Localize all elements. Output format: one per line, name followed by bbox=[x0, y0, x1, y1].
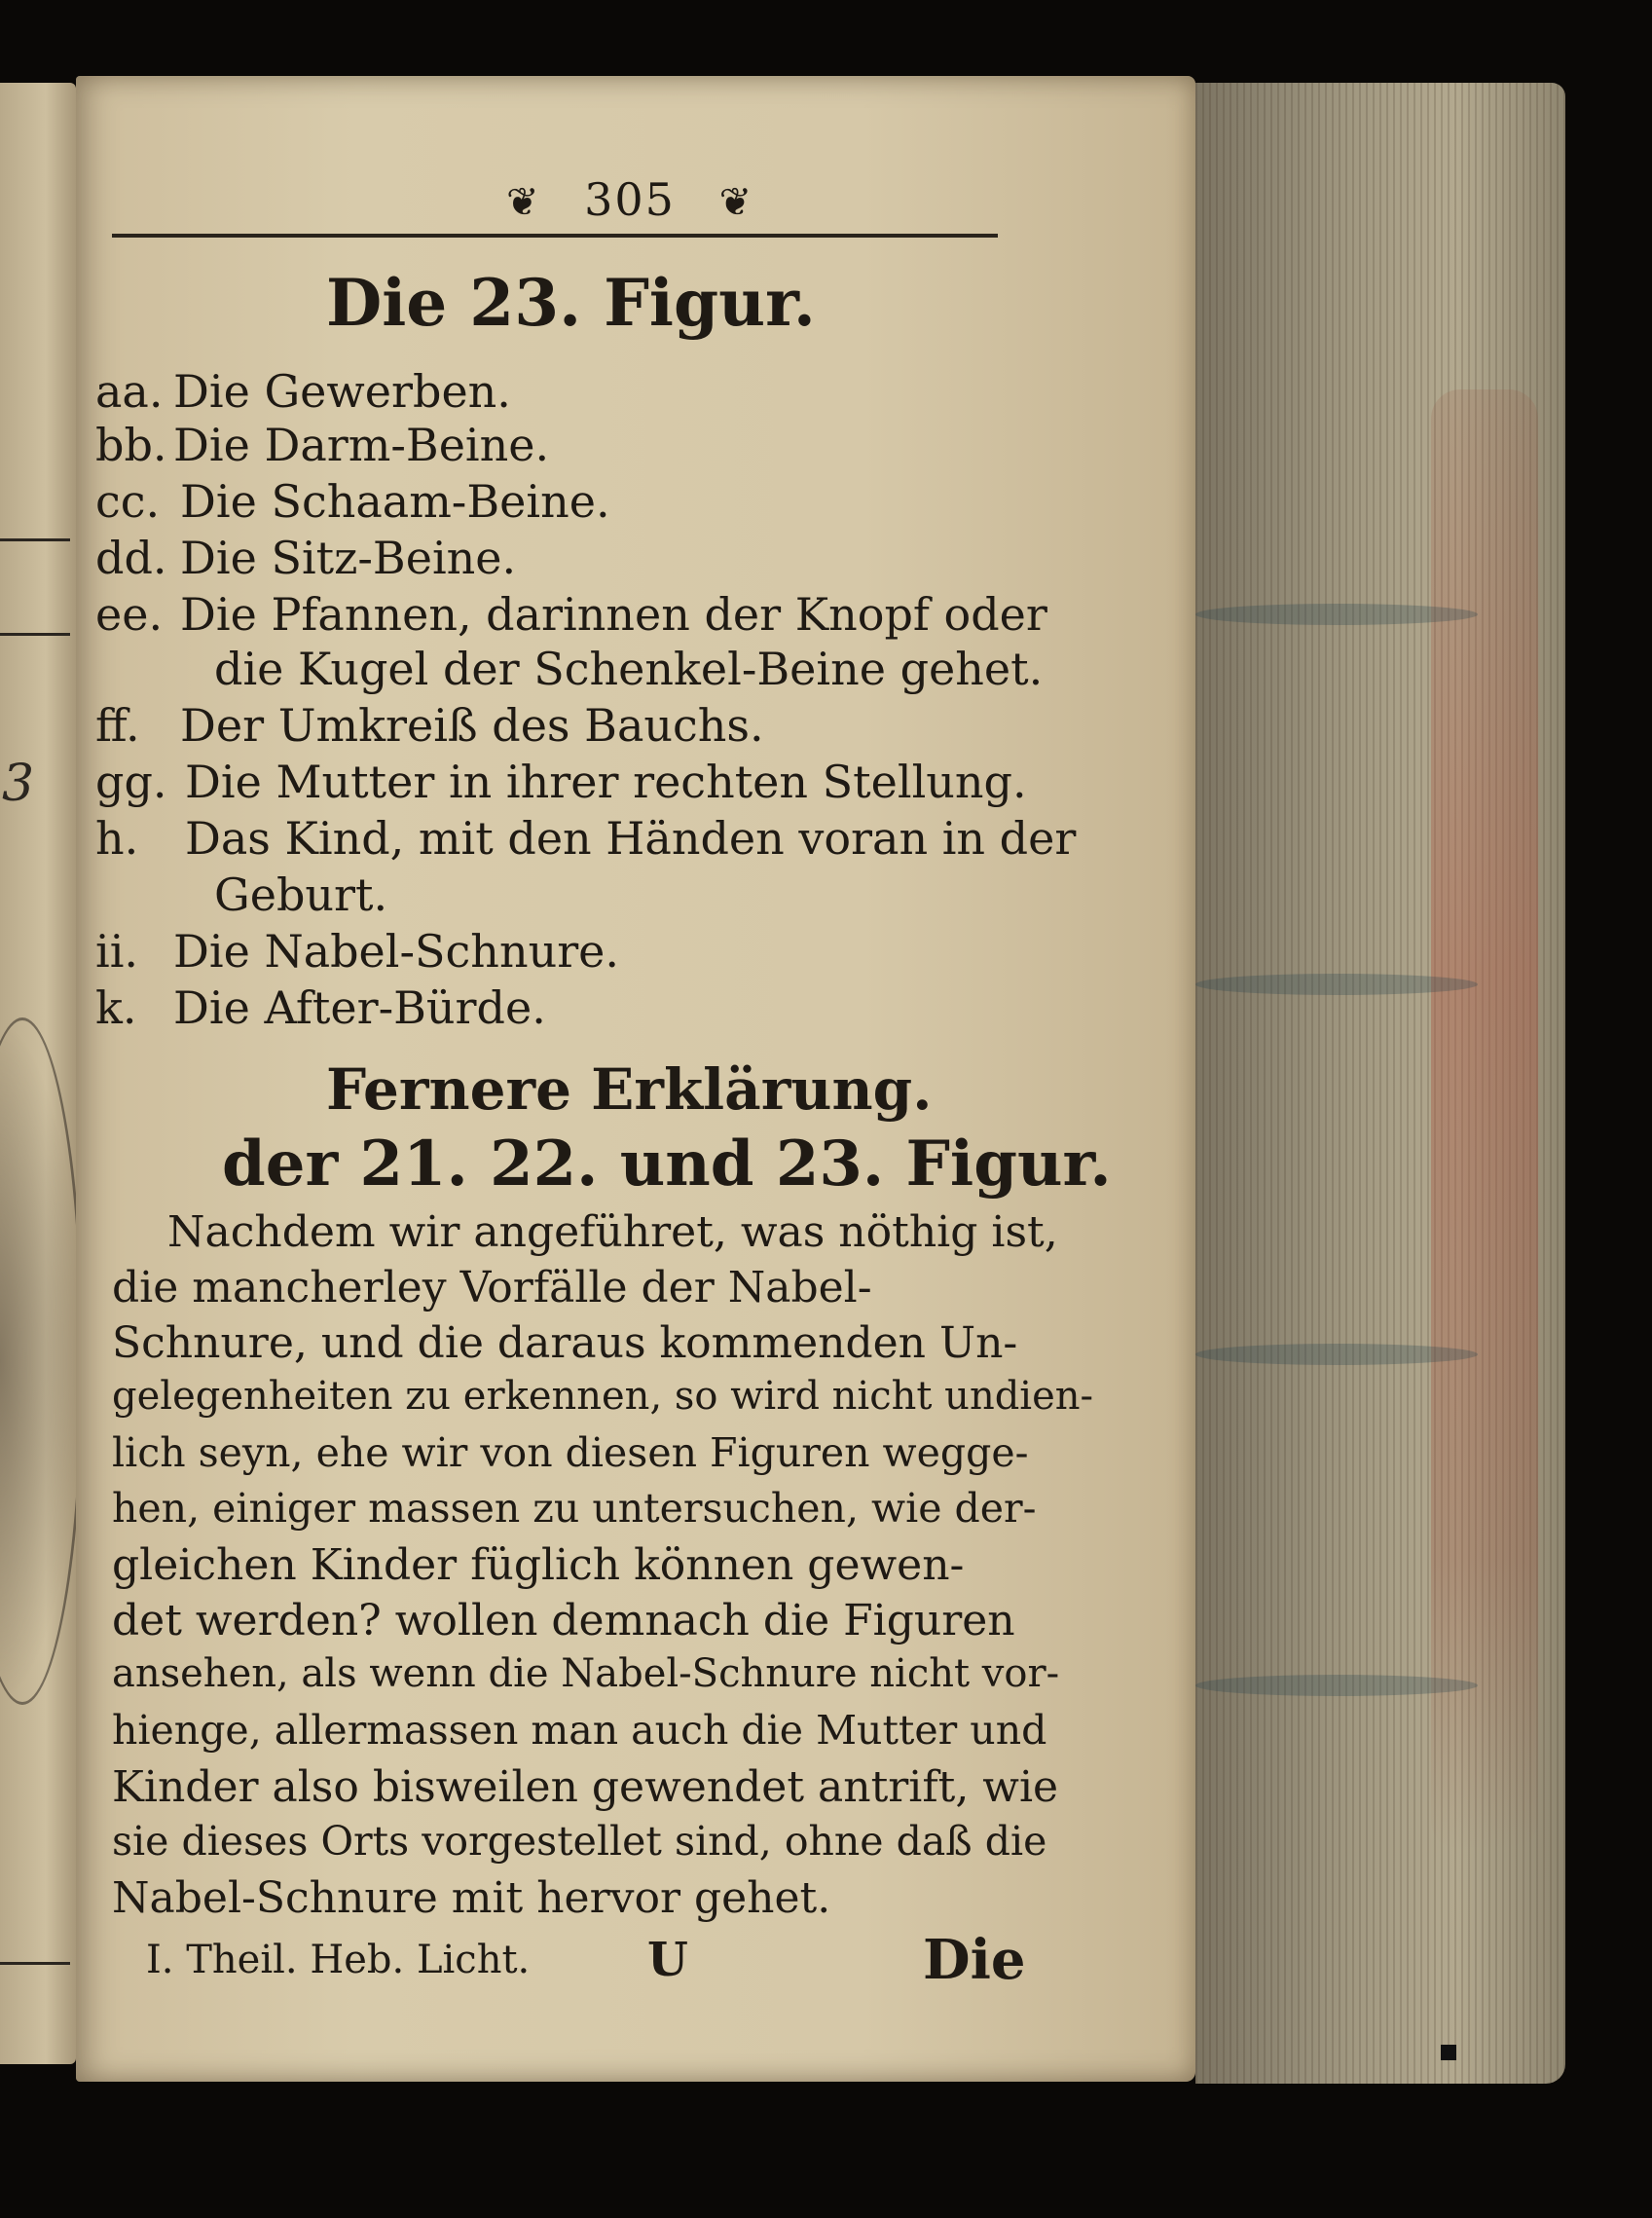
ornament-icon: ❦ bbox=[718, 180, 754, 225]
legend-text: Die Gewerben. bbox=[173, 365, 511, 418]
paragraph-line: hen, einiger massen zu untersuchen, wie der- bbox=[112, 1485, 1037, 1532]
left-facing-page bbox=[0, 83, 76, 2064]
legend-text: Der Umkreiß des Bauchs. bbox=[180, 699, 764, 752]
paragraph-line: lich seyn, ehe wir von diesen Figuren wegge- bbox=[112, 1429, 1029, 1476]
left-page-rule bbox=[0, 633, 70, 636]
left-page-engraving bbox=[0, 1017, 84, 1705]
page-number: 305 bbox=[584, 173, 676, 226]
section-subheading: der 21. 22. und 23. Figur. bbox=[222, 1127, 1112, 1201]
fore-edge-marbling bbox=[1195, 974, 1478, 995]
paragraph-line: gleichen Kinder füglich können gewen- bbox=[112, 1540, 965, 1590]
legend-label: k. bbox=[95, 981, 137, 1034]
legend-label: gg. bbox=[95, 756, 167, 808]
legend-text: Die Nabel-Schnure. bbox=[173, 925, 620, 978]
fore-edge-marbling bbox=[1195, 1344, 1478, 1365]
legend-label: bb. bbox=[95, 419, 167, 471]
legend-text: Die Mutter in ihrer rechten Stellung. bbox=[185, 756, 1027, 808]
ornament-icon: ❦ bbox=[506, 180, 541, 225]
legend-label: ff. bbox=[95, 699, 140, 752]
legend-text: Die Pfannen, darinnen der Knopf oder bbox=[180, 588, 1047, 641]
legend-text: Das Kind, mit den Händen voran in der bbox=[185, 812, 1077, 865]
legend-text: Die Darm-Beine. bbox=[173, 419, 550, 471]
running-head bbox=[506, 173, 753, 226]
legend-text: Die Sitz-Beine. bbox=[180, 532, 517, 584]
paragraph-line: ansehen, als wenn die Nabel-Schnure nicht vor- bbox=[112, 1651, 1060, 1696]
paragraph-line: Nabel-Schnure mit hervor gehet. bbox=[112, 1873, 831, 1923]
left-page-rule bbox=[0, 538, 70, 541]
legend-label: h. bbox=[95, 812, 139, 865]
legend-label: ii. bbox=[95, 925, 139, 978]
left-page-mark: 3 bbox=[2, 755, 35, 813]
legend-text-continued: die Kugel der Schenkel-Beine gehet. bbox=[214, 643, 1044, 695]
paragraph-line: Nachdem wir angeführet, was nöthig ist, bbox=[167, 1207, 1058, 1257]
fore-edge-marbling bbox=[1195, 604, 1478, 625]
legend-text: Die After-Bürde. bbox=[173, 981, 546, 1034]
fore-edge-marbling bbox=[1195, 1675, 1478, 1696]
legend-text-continued: Geburt. bbox=[214, 869, 388, 921]
legend-label: dd. bbox=[95, 532, 167, 584]
legend-label: cc. bbox=[95, 475, 161, 528]
legend-text: Die Schaam-Beine. bbox=[180, 475, 610, 528]
legend-label: aa. bbox=[95, 365, 164, 418]
paragraph-line: Kinder also bisweilen gewendet antrift, wie bbox=[112, 1762, 1059, 1812]
footer-title: I. Theil. Heb. Licht. bbox=[146, 1938, 531, 1982]
catchword: Die bbox=[923, 1928, 1026, 1992]
paragraph-line: hienge, allermassen man auch die Mutter und bbox=[112, 1707, 1047, 1754]
legend-label: ee. bbox=[95, 588, 164, 641]
paragraph-line: die mancherley Vorfälle der Nabel- bbox=[112, 1263, 872, 1312]
paragraph-line: det werden? wollen demnach die Figuren bbox=[112, 1596, 1015, 1645]
header-rule bbox=[112, 234, 998, 238]
paragraph-line: Schnure, und die daraus kommenden Un- bbox=[112, 1318, 1018, 1368]
section-heading: Fernere Erklärung. bbox=[326, 1056, 933, 1123]
fore-edge-mark bbox=[1441, 2045, 1456, 2060]
figure-heading: Die 23. Figur. bbox=[326, 265, 816, 341]
left-page-rule bbox=[0, 1962, 70, 1965]
signature-mark: U bbox=[647, 1933, 688, 1987]
paragraph-line: sie dieses Orts vorgestellet sind, ohne daß die bbox=[112, 1818, 1047, 1865]
paragraph-line: gelegenheiten zu erkennen, so wird nicht undien- bbox=[112, 1374, 1094, 1419]
